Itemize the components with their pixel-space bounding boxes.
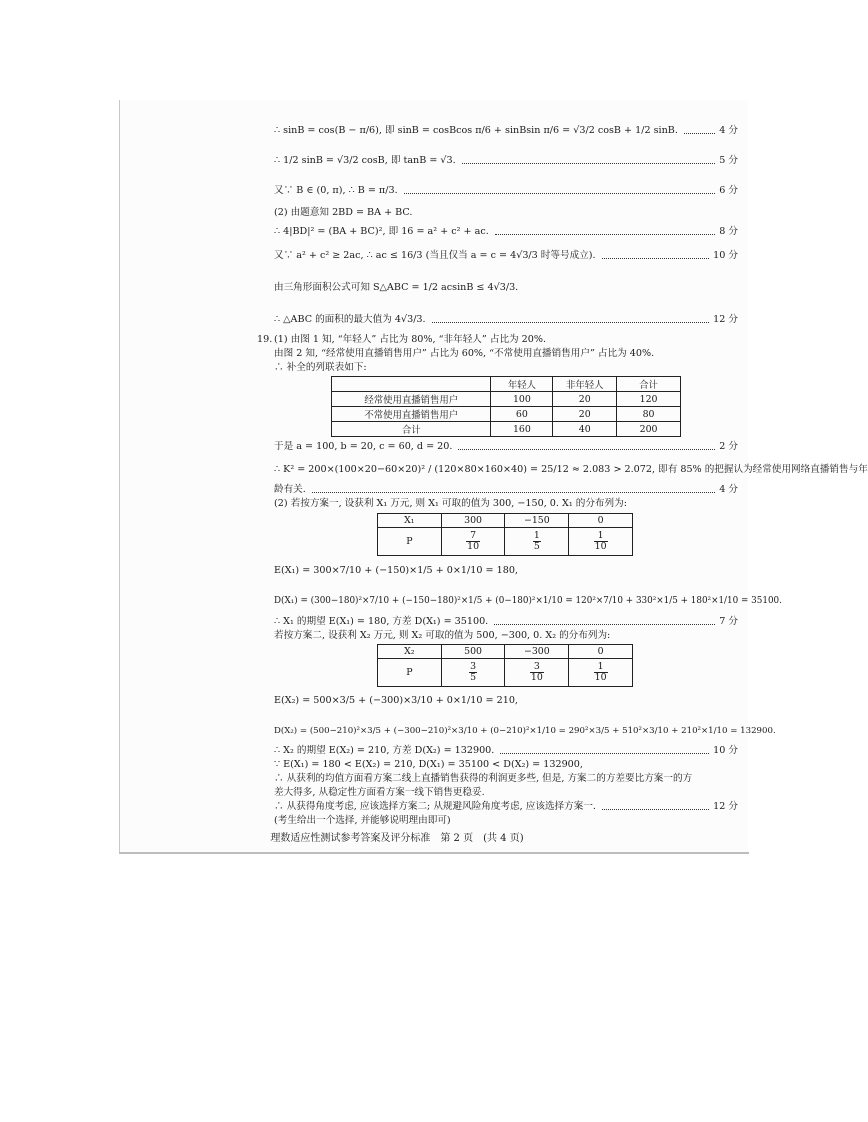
fraction — [469, 662, 477, 683]
denominator: 10 — [594, 672, 607, 683]
line-text: 龄有关. — [274, 484, 306, 495]
solution-line — [274, 207, 738, 219]
table-cell: 80 — [617, 407, 681, 422]
table-header-row — [332, 377, 681, 392]
table-cell: 合计 — [617, 377, 681, 392]
distribution-table-1 — [377, 513, 633, 556]
solution-line — [274, 815, 738, 827]
leader-dots — [494, 623, 715, 625]
fraction — [594, 531, 608, 552]
leader-dots — [404, 192, 716, 194]
line-text: (考生给出一个选择, 并能够说明理由即可) — [274, 815, 451, 826]
question-number: 19. — [257, 334, 273, 345]
line-text: ∴ 1/2 sinB = √3/2 cosB, 即 tanB = √3. — [274, 155, 456, 166]
table-cell: X₁ — [378, 514, 442, 528]
table-row — [332, 392, 681, 407]
leader-dots — [495, 233, 715, 235]
line-text: ∴ X₁ 的期望 E(X₁) = 180, 方差 D(X₁) = 35100. — [274, 616, 489, 627]
solution-line — [274, 185, 738, 197]
numerator: 1 — [594, 531, 608, 542]
line-text: ∴ 从获得角度考虑, 应该选择方案二; 从规避风险角度考虑, 应该选择方案一. — [274, 801, 596, 812]
table-row — [332, 407, 681, 422]
table-cell: 不常使用直播销售用户 — [332, 407, 491, 422]
solution-line — [274, 314, 738, 326]
leader-dots — [602, 808, 709, 810]
denominator: 5 — [470, 672, 477, 683]
table-cell: 经常使用直播销售用户 — [332, 392, 491, 407]
line-text: (1) 由图 1 知, “年轻人” 占比为 80%, “非年轻人” 占比为 20%. — [274, 334, 547, 345]
table-cell: 20 — [553, 407, 617, 422]
table-row — [332, 422, 681, 437]
line-text: ∴ △ABC 的面积的最大值为 4√3/3. — [274, 314, 426, 325]
line-text: 又∵ a² + c² ≥ 2ac, ∴ ac ≤ 16/3 (当且仅当 a = c = 4√3/3 时等号成立). — [274, 250, 596, 261]
line-text: 由图 2 知, “经常使用直播销售用户” 占比为 60%, “不常使用直播销售用户” 占比为 40%. — [274, 348, 655, 359]
solution-line — [274, 745, 738, 757]
solution-line — [274, 787, 738, 799]
table-cell: 100 — [491, 392, 553, 407]
table-header-row — [378, 514, 633, 528]
table-cell: P — [378, 528, 442, 556]
table-cell: 非年轻人 — [553, 377, 617, 392]
line-text: 若按方案二, 设获利 X₂ 万元, 则 X₂ 可取的值为 500, −300, 0. X₂ 的分布列为: — [274, 630, 611, 641]
distribution-table-2 — [377, 644, 633, 687]
leader-dots — [432, 321, 710, 323]
numerator: 7 — [466, 531, 480, 542]
table-cell: 20 — [553, 392, 617, 407]
solution-line — [274, 725, 776, 737]
solution-line — [274, 759, 738, 771]
score-mark: 7 分 — [719, 616, 738, 627]
line-text: ∵ E(X₁) = 180 < E(X₂) = 210, D(X₁) = 35100 < D(X₂) = 132900, — [274, 759, 583, 770]
page-edge-left — [119, 100, 120, 852]
table-cell — [332, 377, 491, 392]
line-text: 差大得多, 从稳定性方面看方案一线下销售更稳妥. — [274, 787, 485, 798]
solution-line — [274, 773, 738, 785]
line-text: ∴ 补全的列联表如下: — [274, 362, 367, 373]
score-mark: 4 分 — [719, 125, 738, 136]
leader-dots — [462, 162, 716, 164]
table-cell: 0 — [569, 514, 633, 528]
table-cell: −300 — [505, 645, 569, 659]
leader-dots — [684, 132, 715, 134]
solution-line — [274, 464, 868, 476]
score-mark: 10 分 — [713, 745, 738, 756]
table-cell: 40 — [553, 422, 617, 437]
line-text: E(X₁) = 300×7/10 + (−150)×1/5 + 0×1/10 = 180, — [274, 565, 518, 576]
table-cell: −150 — [505, 514, 569, 528]
table-cell: 120 — [617, 392, 681, 407]
line-text: 又∵ B ∈ (0, π), ∴ B = π/3. — [274, 185, 398, 196]
solution-line — [274, 362, 738, 374]
fraction — [466, 531, 480, 552]
line-text: (2) 若按方案一, 设获利 X₁ 万元, 则 X₁ 可取的值为 300, −150, 0. X₁ 的分布列为: — [274, 498, 627, 509]
line-text: ∴ 4|BD|² = (BA + BC)², 即 16 = a² + c² + ac. — [274, 226, 489, 237]
solution-line — [274, 441, 738, 453]
line-text: D(X₁) = (300−180)²×7/10 + (−150−180)²×1/5 + (0−180)²×1/10 = 120²×7/10 + 330²×1/5 + 180²×1/10 = 35100. — [274, 596, 782, 606]
solution-line — [274, 616, 738, 628]
solution-line — [274, 250, 738, 262]
page-footer: 理数适应性测试参考答案及评分标准 第 2 页 (共 4 页) — [270, 833, 524, 844]
denominator: 5 — [533, 541, 540, 552]
solution-line — [274, 565, 738, 577]
page-edge-bottom — [119, 852, 749, 854]
score-mark: 10 分 — [713, 250, 738, 261]
solution-line — [274, 348, 738, 360]
numerator: 1 — [594, 662, 608, 673]
line-text: E(X₂) = 500×3/5 + (−300)×3/10 + 0×1/10 = 210, — [274, 695, 518, 706]
table-cell — [505, 528, 569, 556]
solution-line — [274, 498, 738, 510]
solution-line — [274, 155, 738, 167]
solution-line — [274, 334, 738, 346]
denominator: 10 — [467, 541, 480, 552]
score-mark: 12 分 — [713, 314, 738, 325]
score-mark: 4 分 — [719, 484, 738, 495]
table-cell: P — [378, 659, 442, 687]
table-cell: 160 — [491, 422, 553, 437]
denominator: 10 — [594, 541, 607, 552]
table-cell — [441, 528, 505, 556]
line-text: ∴ X₂ 的期望 E(X₂) = 210, 方差 D(X₂) = 132900. — [274, 745, 495, 756]
numerator: 3 — [470, 661, 477, 672]
leader-dots — [602, 257, 710, 259]
solution-line — [274, 125, 738, 137]
solution-line — [274, 282, 738, 294]
table-row — [378, 659, 633, 687]
line-text: ∴ 从获利的均值方面看方案二线上直播销售获得的利润更多些, 但是, 方案二的方差要比方案一的方 — [274, 773, 693, 784]
table-cell — [569, 659, 633, 687]
table-cell — [505, 659, 569, 687]
table-cell: 500 — [441, 645, 505, 659]
fraction — [533, 531, 541, 552]
line-text: ∴ sinB = cos(B − π/6), 即 sinB = cosBcos π/6 + sinBsin π/6 = √3/2 cosB + 1/2 sinB. — [274, 125, 678, 136]
leader-dots — [312, 491, 715, 493]
leader-dots — [458, 448, 715, 450]
solution-line — [274, 226, 738, 238]
score-mark: 8 分 — [719, 226, 738, 237]
leader-dots — [500, 752, 709, 754]
table-cell — [569, 528, 633, 556]
score-mark: 6 分 — [719, 185, 738, 196]
table-cell — [441, 659, 505, 687]
table-cell: 300 — [441, 514, 505, 528]
line-text: 于是 a = 100, b = 20, c = 60, d = 20. — [274, 441, 453, 452]
table-cell: 200 — [617, 422, 681, 437]
table-cell: X₂ — [378, 645, 442, 659]
denominator: 10 — [530, 672, 543, 683]
solution-line — [274, 630, 738, 642]
solution-line — [274, 801, 738, 813]
numerator: 3 — [530, 662, 544, 673]
line-text: 由三角形面积公式可知 S△ABC = 1/2 acsinB ≤ 4√3/3. — [274, 282, 519, 293]
table-cell: 年轻人 — [491, 377, 553, 392]
score-mark: 5 分 — [719, 155, 738, 166]
solution-line — [274, 484, 738, 496]
table-header-row — [378, 645, 633, 659]
contingency-table — [331, 376, 681, 437]
fraction — [530, 662, 544, 683]
table-cell: 0 — [569, 645, 633, 659]
line-text: (2) 由题意知 2BD = BA + BC. — [274, 207, 413, 218]
table-cell: 合计 — [332, 422, 491, 437]
numerator: 1 — [533, 530, 540, 541]
score-mark: 12 分 — [713, 801, 738, 812]
table-cell: 60 — [491, 407, 553, 422]
line-text: ∴ K² = 200×(100×20−60×20)² / (120×80×160×40) = 25/12 ≈ 2.083 > 2.072, 即有 85% 的把握认为经常使用网络直播销售与年 — [274, 464, 868, 475]
score-mark: 2 分 — [719, 441, 738, 452]
table-row — [378, 528, 633, 556]
fraction — [594, 662, 608, 683]
solution-line — [274, 595, 782, 607]
line-text: D(X₂) = (500−210)²×3/5 + (−300−210)²×3/10 + (0−210)²×1/10 = 290²×3/5 + 510²×3/10 + 210²×1/10 = 132900. — [274, 726, 776, 736]
solution-line — [274, 695, 738, 707]
